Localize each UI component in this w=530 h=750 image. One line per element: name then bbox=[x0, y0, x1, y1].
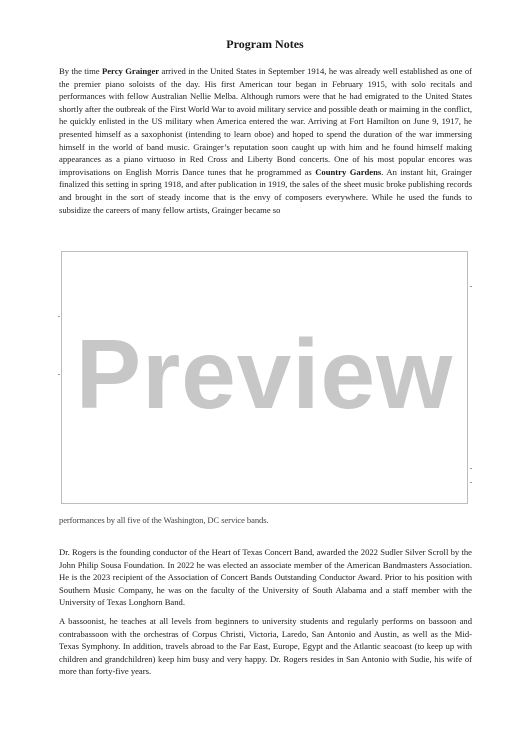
margin-mark bbox=[58, 316, 60, 317]
margin-mark bbox=[470, 482, 472, 483]
paragraph-rogers-bio: Dr. Rogers is the founding conductor of the Heart of Texas Concert Band, awarded the 2022 Sudler Silver Scroll by the John Philip Sousa Foundation. In 2022 he was elected an associate member of the American Bandmasters Association. He is the 2023 recipient of the Association of Concert Bands Outstanding Conductor Award. Prior to his position with Southern Music Company, he was on the faculty of the University of South Alabama and a staff member with the University of Texas Longhorn Band. bbox=[59, 547, 472, 608]
p1-text-2: arrived in the United States in September 1914, he was already well established as one of the premier piano soloists of the day. His first American tour began in February 1915, with solo recitals and performances with fellow Australian Nellie Melba. Although rumors were that he had emigrated to the United States shortly after the outbreak of the First World War to avoid military service and possible death or maiming in the conflict, he quickly enlisted in the US military when America entered the war. Arriving at Fort Hamilton on June 9, 1917, he presented himself as a saxophonist (intending to learn oboe) and hoped to spend the duration of the war immersing himself in the world of band music. Grainger’s reputation soon caught up with him and he found himself making appearances as a piano virtuoso in Red Cross and Liberty Bond concerts. One of his most popular encores was improvisations on English Morris Dance tunes that he programmed as bbox=[59, 66, 473, 177]
p1-text-1: By the time bbox=[59, 66, 102, 76]
paragraph-tail-line: performances by all five of the Washington, DC service bands. bbox=[59, 515, 269, 525]
p1-text-3: . An instant hit, Grainger finalized this setting in spring 1918, and after publication in 1919, the sales of the sheet music broke publishing records and brought in the sort of steady income that is the envy of composers everywhere. While he used the funds to subsidize the careers of many fellow artists, Grainger became so bbox=[59, 166, 472, 215]
piece-title: Country Gardens bbox=[315, 166, 382, 177]
preview-watermark-overlay bbox=[61, 251, 468, 504]
margin-mark bbox=[470, 468, 472, 469]
composer-name: Percy Grainger bbox=[101, 66, 160, 76]
page-title: Program Notes bbox=[226, 37, 304, 51]
paragraph-grainger bbox=[59, 65, 472, 216]
margin-mark bbox=[470, 286, 472, 287]
preview-watermark-text: Preview bbox=[75, 319, 454, 429]
margin-mark bbox=[58, 374, 60, 375]
paragraph-rogers-bassoon: A bassoonist, he teaches at all levels from beginners to university students and regularly performs on bassoon and contrabassoon with the orchestras of Corpus Christi, Victoria, Laredo, San Antonio and Austin, as well as the Mid-Texas Symphony. In addition, travels abroad to the Far East, Europe, Egypt and the Atlantic seacoast (to keep up with children and grandchildren) keep him busy and very happy. Dr. Rogers resides in San Antonio with Sudie, his wife of more than forty-five years. bbox=[59, 616, 472, 677]
